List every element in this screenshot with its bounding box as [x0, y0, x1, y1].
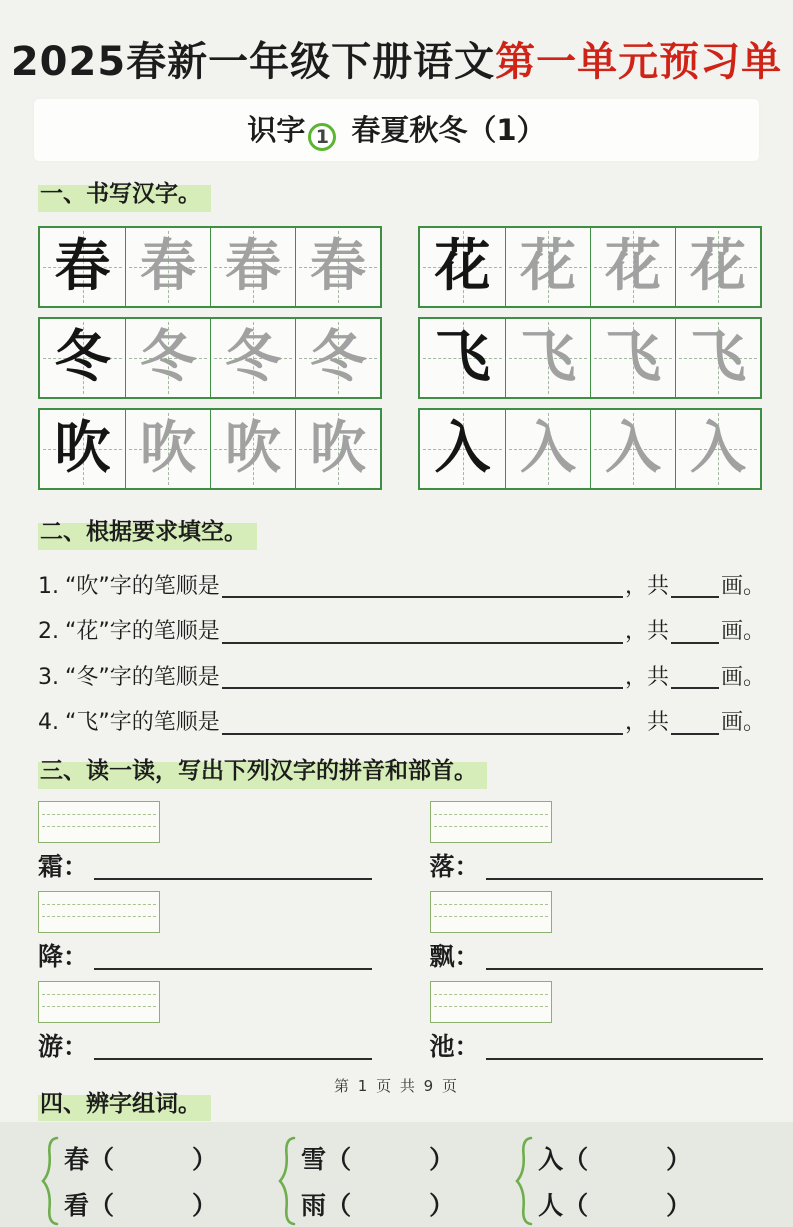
title-red-part: 第一单元预习单 [495, 39, 783, 85]
radical-blank [486, 1058, 763, 1060]
word-group-ru-ren [514, 1135, 691, 1227]
entry-char: 池 [429, 1031, 455, 1061]
grid-row-ru [418, 408, 762, 490]
paren-open: （ [563, 1191, 589, 1221]
trace-char: 花 [690, 233, 746, 299]
grid-cell [40, 410, 125, 488]
paren-open: （ [326, 1191, 352, 1221]
question-char: “冬” [65, 664, 110, 690]
grid-cell [675, 319, 760, 397]
question-label: 字的笔顺是 [109, 573, 220, 599]
word-char: 入 [538, 1145, 564, 1175]
practice-char: 花 [434, 233, 491, 299]
answer-blank-long [222, 642, 623, 644]
trace-char: 冬 [225, 324, 281, 390]
answer-blank-short [671, 642, 719, 644]
entry-char: 落 [429, 851, 455, 881]
entry-colon: ： [63, 941, 89, 971]
word-row [64, 1186, 217, 1222]
title-black-part: 2025春新一年级下册语文 [10, 39, 496, 85]
entry-colon: ： [454, 941, 480, 971]
section-1-heading: 一、书写汉字。 [38, 179, 211, 212]
pinyin-writing-box [38, 891, 160, 933]
grid-cell [40, 228, 125, 306]
grid-cell [675, 410, 760, 488]
word-row [64, 1140, 217, 1176]
trace-char: 花 [605, 233, 661, 299]
pinyin-entry-shuang [38, 801, 372, 882]
writing-grids [0, 212, 793, 499]
brace-icon [40, 1135, 60, 1227]
grid-cell [295, 410, 380, 488]
grid-row-chui [38, 408, 382, 490]
grid-cell [210, 228, 295, 306]
practice-char: 吹 [54, 415, 111, 481]
question-number: 1. [38, 573, 59, 599]
paren-close: ） [192, 1191, 218, 1221]
trace-char: 入 [520, 415, 576, 481]
trace-char: 入 [690, 415, 746, 481]
entry-char: 飘 [429, 941, 455, 971]
grid-cell [40, 319, 125, 397]
worksheet-title [0, 0, 793, 87]
stroke-question-4 [38, 709, 765, 738]
trace-char: 春 [140, 233, 196, 299]
radical-blank [94, 878, 371, 880]
question-char: “花” [65, 619, 110, 645]
paren-open: （ [89, 1145, 115, 1175]
writing-grid-left [38, 226, 382, 499]
trace-char: 吹 [225, 415, 281, 481]
question-end: 画。 [720, 573, 765, 599]
brace-icon [514, 1135, 534, 1227]
word-row [538, 1186, 691, 1222]
brace-icon [277, 1135, 297, 1227]
word-char: 雨 [301, 1191, 327, 1221]
entry-colon: ： [63, 851, 89, 881]
word-row [538, 1140, 691, 1176]
entry-char: 降 [38, 941, 64, 971]
grid-row-hua [418, 226, 762, 308]
answer-blank-short [671, 733, 719, 735]
trace-char: 吹 [310, 415, 366, 481]
answer-blank-long [222, 733, 623, 735]
trace-char: 冬 [310, 324, 366, 390]
grid-cell [590, 410, 675, 488]
grid-cell [505, 410, 590, 488]
word-groups [0, 1121, 793, 1227]
pinyin-entry-jiang [38, 891, 372, 972]
trace-char: 春 [225, 233, 281, 299]
paren-open: （ [89, 1191, 115, 1221]
section-3-heading: 三、读一读，写出下列汉字的拼音和部首。 [38, 756, 487, 789]
answer-blank-short [671, 687, 719, 689]
lesson-label: 识字 [247, 113, 306, 147]
grid-row-fei [418, 317, 762, 399]
paren-close: ） [666, 1145, 692, 1175]
grid-cell [295, 319, 380, 397]
grid-cell [420, 410, 505, 488]
practice-char: 冬 [54, 324, 111, 390]
paren-open: （ [326, 1145, 352, 1175]
question-mid: ，共 [624, 573, 669, 599]
trace-char: 入 [605, 415, 661, 481]
trace-char: 飞 [520, 324, 576, 390]
lesson-subtitle-band [34, 99, 759, 161]
practice-char: 春 [54, 233, 111, 299]
question-label: 字的笔顺是 [109, 619, 220, 645]
trace-char: 春 [310, 233, 366, 299]
stroke-order-questions [0, 550, 793, 738]
question-end: 画。 [720, 619, 765, 645]
grid-row-dong [38, 317, 382, 399]
entry-char: 霜 [38, 851, 64, 881]
radical-blank [94, 968, 371, 970]
pinyin-writing-box [430, 981, 552, 1023]
stroke-question-1 [38, 573, 765, 602]
writing-grid-right [418, 226, 762, 499]
paren-close: ） [429, 1145, 455, 1175]
page-footer: 第 1 页 共 9 页 [334, 1077, 459, 1095]
word-char: 春 [64, 1145, 90, 1175]
grid-cell [675, 228, 760, 306]
question-mid: ，共 [624, 710, 669, 736]
lesson-title: 春夏秋冬（1） [351, 113, 546, 147]
answer-blank-long [222, 687, 623, 689]
word-group-chun-kan [40, 1135, 217, 1227]
trace-char: 花 [520, 233, 576, 299]
question-number: 3. [38, 664, 59, 690]
trace-char: 冬 [140, 324, 196, 390]
grid-cell [590, 319, 675, 397]
grid-cell [505, 319, 590, 397]
question-char: “吹” [65, 573, 110, 599]
grid-cell [210, 319, 295, 397]
answer-blank-short [671, 596, 719, 598]
question-mid: ，共 [624, 619, 669, 645]
grid-cell [210, 410, 295, 488]
paren-close: ） [666, 1191, 692, 1221]
section-2-heading: 二、根据要求填空。 [38, 517, 257, 550]
grid-cell [125, 410, 210, 488]
pinyin-entries [0, 789, 793, 1071]
entry-colon: ： [63, 1031, 89, 1061]
word-row [301, 1186, 454, 1222]
word-char: 人 [538, 1191, 564, 1221]
grid-cell [125, 228, 210, 306]
radical-blank [94, 1058, 371, 1060]
pinyin-writing-box [38, 801, 160, 843]
answer-blank-long [222, 596, 623, 598]
pinyin-entry-chi [430, 981, 764, 1062]
question-end: 画。 [720, 710, 765, 736]
grid-cell [295, 228, 380, 306]
trace-char: 吹 [140, 415, 196, 481]
paren-close: ） [429, 1191, 455, 1221]
section-4-heading: 四、辨字组词。 [38, 1089, 211, 1122]
stroke-question-2 [38, 618, 765, 647]
pinyin-entry-piao [430, 891, 764, 972]
entry-char: 游 [38, 1031, 64, 1061]
radical-blank [486, 878, 763, 880]
pinyin-writing-box [430, 801, 552, 843]
grid-cell [420, 228, 505, 306]
word-group-xue-yu [277, 1135, 454, 1227]
stroke-question-3 [38, 664, 765, 693]
practice-char: 入 [434, 415, 491, 481]
question-number: 4. [38, 710, 59, 736]
question-end: 画。 [720, 664, 765, 690]
grid-cell [125, 319, 210, 397]
pinyin-writing-box [430, 891, 552, 933]
question-mid: ，共 [624, 664, 669, 690]
grid-cell [590, 228, 675, 306]
word-row [301, 1140, 454, 1176]
pinyin-entry-luo [430, 801, 764, 882]
word-char: 看 [64, 1191, 90, 1221]
grid-cell [505, 228, 590, 306]
trace-char: 飞 [605, 324, 661, 390]
pinyin-writing-box [38, 981, 160, 1023]
practice-char: 飞 [434, 324, 491, 390]
entry-colon: ： [454, 851, 480, 881]
question-label: 字的笔顺是 [109, 664, 220, 690]
grid-row-chun [38, 226, 382, 308]
paren-close: ） [192, 1145, 218, 1175]
circled-1-badge-icon: 1 [308, 123, 336, 151]
pinyin-entry-you [38, 981, 372, 1062]
grid-cell [420, 319, 505, 397]
word-char: 雪 [301, 1145, 327, 1175]
question-number: 2. [38, 619, 59, 645]
question-label: 字的笔顺是 [109, 710, 220, 736]
radical-blank [486, 968, 763, 970]
question-char: “飞” [65, 710, 110, 736]
trace-char: 飞 [690, 324, 746, 390]
entry-colon: ： [454, 1031, 480, 1061]
paren-open: （ [563, 1145, 589, 1175]
